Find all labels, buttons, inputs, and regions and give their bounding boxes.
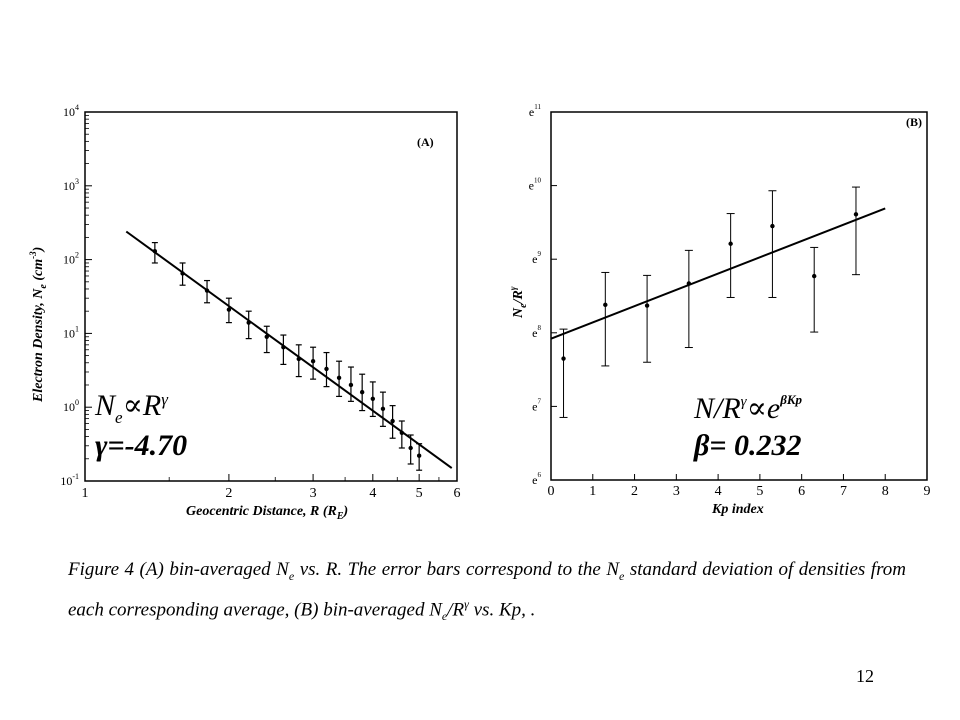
caption-text-3: standard deviation of densities from each corresponding average, (B) bin-averaged N	[68, 559, 906, 621]
panel-b-y-tick-label: $e^{11}$	[528, 103, 541, 119]
panel-b-data-point	[728, 242, 732, 246]
panel-a-x-tick-label: 3	[309, 486, 317, 501]
panel-a-formula-line2: γ=-4.70	[95, 429, 188, 462]
panel-a-x-tick-label: 4	[369, 486, 377, 501]
caption-sup-4: γ	[464, 596, 469, 611]
panel-b-x-tick-label: 8	[881, 484, 889, 499]
panel-b-data-point	[645, 303, 649, 307]
panel-a-y-tick-label: $10^4$	[63, 103, 79, 119]
panel-a-x-tick-label: 2	[225, 486, 233, 501]
panel-b-x-tick-label: 0	[547, 484, 555, 499]
panel-b-chart	[508, 103, 931, 517]
caption-text-1: Figure 4 (A) bin-averaged N	[68, 559, 289, 580]
panel-a-y-axis-label: Electron Density, $N_e$ $(cm^{-3})$	[28, 246, 49, 402]
panel-a-y-tick-label: $10^3$	[63, 176, 79, 193]
panel-b-x-axis-label: Kp index	[712, 502, 764, 517]
panel-a-frame	[85, 112, 457, 481]
panel-b-formula-line2: β= 0.232	[694, 429, 802, 462]
panel-a-data-point	[311, 359, 315, 363]
panel-b-y-tick-label: $e^7$	[532, 397, 541, 414]
caption-text-4: /R	[447, 599, 465, 621]
panel-a-y-tick-label: $10^1$	[63, 324, 79, 341]
panel-a-chart	[28, 103, 461, 522]
panel-b-x-tick-label: 2	[631, 484, 639, 499]
panel-b-x-tick-label: 5	[756, 484, 764, 499]
panel-a-label: (A)	[417, 135, 434, 149]
panel-a-y-tick-label: $10^{-1}$	[60, 472, 79, 488]
panel-b-y-tick-label: $e^6$	[532, 471, 541, 487]
panel-a-x-tick-label: 5	[415, 486, 423, 501]
panel-a-data-point	[381, 407, 385, 411]
panel-a-data-point	[371, 397, 375, 401]
panel-b-data-point	[770, 224, 774, 228]
panel-a-y-tick-label: $10^0$	[63, 398, 79, 415]
page-number: 12	[856, 666, 874, 686]
panel-b-data-point	[854, 212, 858, 216]
panel-a-data-point	[390, 419, 394, 423]
caption-sub-1: e	[288, 568, 295, 583]
panel-b-y-tick-label: $e^8$	[532, 323, 541, 340]
panel-a-x-axis-label: Geocentric Distance, R $(R_E)$	[186, 504, 349, 522]
panel-a-data-point	[324, 367, 328, 371]
panel-b-y-tick-label: $e^9$	[532, 250, 541, 267]
caption-text-2: vs. R. The error bars correspond to the N	[294, 559, 620, 580]
panel-a-data-point	[360, 390, 364, 394]
panel-b-x-tick-label: 4	[714, 484, 722, 499]
panel-a-data-point	[349, 383, 353, 387]
figure-caption	[68, 556, 906, 630]
panel-b-x-tick-label: 1	[589, 484, 597, 499]
panel-b-x-tick-label: 9	[923, 484, 931, 499]
panel-b-x-tick-label: 6	[798, 484, 806, 499]
panel-a-x-tick-label: 1	[81, 486, 89, 501]
panel-a-data-point	[337, 376, 341, 380]
panel-b-y-tick-label: $e^{10}$	[528, 176, 541, 193]
panel-a-data-point	[417, 454, 421, 458]
panel-b-data-point	[561, 356, 565, 360]
panel-a-y-tick-label: $10^2$	[63, 250, 79, 267]
panel-b-formula-line1: $N/R^\gamma\propto e^{\beta Kp}$	[694, 392, 803, 425]
caption-sub-3: e	[441, 608, 448, 623]
panel-b-x-tick-label: 7	[839, 484, 847, 499]
panel-b-data-point	[812, 274, 816, 278]
panel-b-fit-line	[551, 208, 885, 338]
panel-b-data-point	[603, 303, 607, 307]
panel-a-x-tick-label: 6	[453, 486, 461, 501]
caption-sub-2: e	[619, 568, 625, 583]
caption-text-5: vs. Kp, .	[468, 599, 536, 621]
panel-a-formula-line1: $N_e\propto R^\gamma$	[95, 389, 168, 427]
panel-b-y-axis-label: $N_e/R^\gamma$	[508, 286, 529, 318]
panel-b-x-tick-label: 3	[672, 484, 680, 499]
panel-b-label: (B)	[906, 115, 922, 129]
panel-a-data-point	[408, 446, 412, 450]
